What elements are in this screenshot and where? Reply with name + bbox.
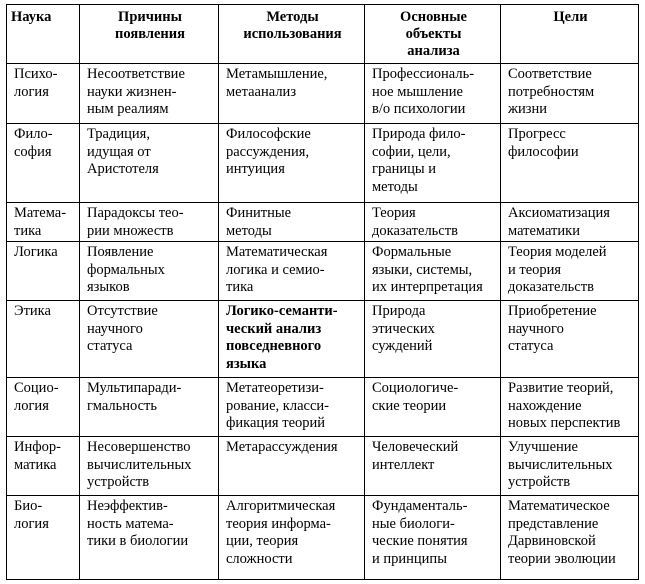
cell-science: Фило- софия (7, 124, 80, 203)
table-row (7, 124, 639, 203)
meta-sciences-table (6, 4, 639, 580)
table-row (7, 437, 639, 496)
cell-reasons: Неэффектив- ность матема- тики в биологии (80, 496, 219, 580)
cell-science: Матема- тика (7, 203, 80, 242)
cell-reasons: Отсутствие научного статуса (80, 301, 219, 378)
cell-reasons: Появление формальных языков (80, 242, 219, 301)
cell-methods: Логико-семанти- ческий анализ повседневного языка (219, 301, 365, 378)
table-row (7, 496, 639, 580)
cell-methods: Философские рассуждения, интуиция (219, 124, 365, 203)
cell-objects: Природа этических суждений (365, 301, 501, 378)
cell-science: Логика (7, 242, 80, 301)
cell-goals: Улучшение вычислительных устройств (501, 437, 639, 496)
cell-science: Социо- логия (7, 378, 80, 437)
cell-objects: Теория доказательств (365, 203, 501, 242)
cell-goals: Приобретение научного статуса (501, 301, 639, 378)
cell-methods: Алгоритмическая теория информа- ции, теория сложности (219, 496, 365, 580)
header-science: Наука (7, 5, 80, 64)
cell-methods: Метамышление, метаанализ (219, 64, 365, 124)
cell-objects: Социологиче- ские теории (365, 378, 501, 437)
cell-science: Инфор- матика (7, 437, 80, 496)
cell-goals: Теория моделей и теория доказательств (501, 242, 639, 301)
cell-methods: Финитные методы (219, 203, 365, 242)
header-methods: Методы использования (219, 5, 365, 64)
header-objects: Основные объекты анализа (365, 5, 501, 64)
cell-reasons: Мультипаради- гмальность (80, 378, 219, 437)
cell-methods: Математическая логика и семио- тика (219, 242, 365, 301)
cell-science: Психо- логия (7, 64, 80, 124)
cell-science: Био- логия (7, 496, 80, 580)
cell-reasons: Парадоксы тео- рии множеств (80, 203, 219, 242)
cell-goals: Развитие теорий, нахождение новых перспектив (501, 378, 639, 437)
table-row (7, 203, 639, 242)
table-row (7, 242, 639, 301)
cell-science: Этика (7, 301, 80, 378)
cell-objects: Природа фило- софии, цели, границы и методы (365, 124, 501, 203)
cell-reasons: Несоответствие науки жизнен- ным реалиям (80, 64, 219, 124)
table-row (7, 301, 639, 378)
cell-goals: Соответствие потребностям жизни (501, 64, 639, 124)
cell-reasons: Несовершенство вычислительных устройств (80, 437, 219, 496)
cell-objects: Фундаменталь- ные биологи- ческие понятия и принципы (365, 496, 501, 580)
table-row (7, 64, 639, 124)
cell-methods: Метарассуждения (219, 437, 365, 496)
cell-reasons: Традиция, идущая от Аристотеля (80, 124, 219, 203)
cell-goals: Математическое представление Дарвиновской теории эволюции (501, 496, 639, 580)
cell-objects: Формальные языки, системы, их интерпретация (365, 242, 501, 301)
cell-objects: Человеческий интеллект (365, 437, 501, 496)
cell-methods: Метатеоретизи- рование, класси- фикация теорий (219, 378, 365, 437)
table-row (7, 378, 639, 437)
header-reasons: Причины появления (80, 5, 219, 64)
cell-goals: Аксиоматизация математики (501, 203, 639, 242)
table-header-row (7, 5, 639, 64)
cell-goals: Прогресс философии (501, 124, 639, 203)
meta-sciences-table-container (6, 4, 638, 579)
cell-objects: Профессиональ- ное мышление в/о психологии (365, 64, 501, 124)
header-goals: Цели (501, 5, 639, 64)
